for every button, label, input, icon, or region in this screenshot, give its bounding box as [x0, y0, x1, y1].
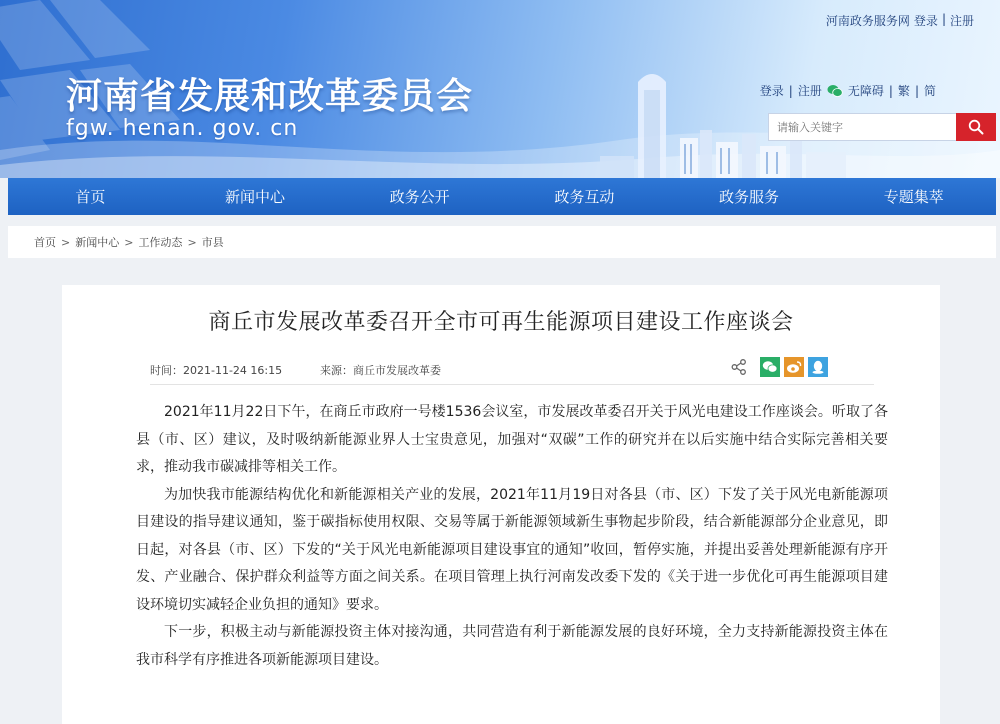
search-icon: [968, 119, 984, 135]
breadcrumb-separator: >: [124, 235, 134, 249]
article-paragraph: 2021年11月22日下午，在商丘市政府一号楼1536会议室，市发展改革委召开关于风光电建设工作座谈会。听取了各县（市、区）建议，及时吸纳新能源业界人士宝贵意见，加强对“双碳”工作的研究并在以后实施中结合实际完善相关要求，推动我市碳减排等相关工作。: [136, 404, 888, 475]
site-url: fgw. henan. gov. cn: [66, 116, 299, 141]
separator: |: [888, 83, 893, 98]
breadcrumb-separator: >: [187, 235, 197, 249]
breadcrumb-work-news[interactable]: 工作动态: [138, 236, 183, 249]
search-input[interactable]: [768, 113, 956, 141]
register-link[interactable]: 注册: [797, 84, 822, 98]
simplified-chinese-link[interactable]: 简: [923, 84, 936, 98]
separator: |: [914, 83, 919, 98]
main-nav: [8, 178, 996, 215]
site-header: [0, 0, 1000, 178]
breadcrumb-home[interactable]: 首页: [34, 236, 56, 249]
share-wechat-button[interactable]: [760, 357, 780, 377]
breadcrumb-city-county[interactable]: 市县: [201, 236, 224, 249]
weibo-icon: [786, 360, 802, 374]
article-source: 来源：商丘市发展改革委: [320, 364, 441, 377]
nav-item-topics[interactable]: 专题集萃: [883, 188, 944, 206]
traditional-chinese-link[interactable]: 繁: [897, 84, 910, 98]
login-link[interactable]: 登录: [759, 84, 784, 98]
search-box: [768, 113, 996, 141]
nav-item-services[interactable]: 政务服务: [719, 188, 780, 206]
nav-item-interaction[interactable]: 政务互动: [554, 188, 615, 206]
share-bar: [730, 357, 828, 377]
gov-service-link[interactable]: 河南政务服务网: [825, 14, 910, 28]
article-panel: [62, 285, 940, 724]
search-button[interactable]: [956, 113, 996, 141]
nav-item-gov-affairs[interactable]: 政务公开: [389, 188, 450, 206]
article-body: [136, 399, 888, 674]
article-paragraph: 下一步，积极主动与新能源投资主体对接沟通，共同营造有利于新能源发展的良好环境，全力支持新能源投资主体在我市科学有序推进各项新能源项目建设。: [136, 624, 888, 668]
wechat-icon[interactable]: [827, 84, 843, 98]
share-icon[interactable]: [730, 358, 748, 376]
accessible-link[interactable]: 无障碍: [847, 84, 884, 98]
top-register-link[interactable]: 注册: [949, 14, 974, 28]
utility-links: [760, 82, 936, 99]
nav-item-news[interactable]: 新闻中心: [225, 188, 286, 206]
nav-item-home[interactable]: 首页: [75, 188, 106, 206]
publish-time: 时间：2021-11-24 16:15: [150, 364, 283, 377]
share-weibo-button[interactable]: [784, 357, 804, 377]
separator: |: [788, 83, 793, 98]
top-separator: |: [941, 12, 946, 26]
top-links: [826, 12, 974, 29]
wechat-icon: [762, 360, 778, 374]
breadcrumb-news[interactable]: 新闻中心: [75, 236, 120, 249]
qq-icon: [811, 359, 825, 375]
top-login-link[interactable]: 登录: [913, 14, 938, 28]
share-qq-button[interactable]: [808, 357, 828, 377]
site-title: 河南省发展和改革委员会: [66, 76, 474, 117]
article-title: 商丘市发展改革委召开全市可再生能源项目建设工作座谈会: [208, 310, 794, 335]
breadcrumb-separator: >: [61, 235, 71, 249]
article-paragraph: 为加快我市能源结构优化和新能源相关产业的发展，2021年11月19日对各县（市、区）下发了关于风光电新能源项目建设的指导建议通知，鉴于碳指标使用权限、交易等属于新能源领域新生事物起步阶段，结合新能源部分企业意见，即日起，对各县（市、区）下发的“关于风光电新能源项目建设事宜的通知”收回，暂停实施，并提出妥善处理新能源有序开发、产业融合、保护群众利益等方面之间关系。在项目管理上执行河南发改委下发的《关于进一步优化可再生能源项目建设环境切实减轻企业负担的通知》要求。: [136, 486, 888, 613]
article-meta: [150, 353, 874, 385]
breadcrumb: [8, 226, 996, 258]
